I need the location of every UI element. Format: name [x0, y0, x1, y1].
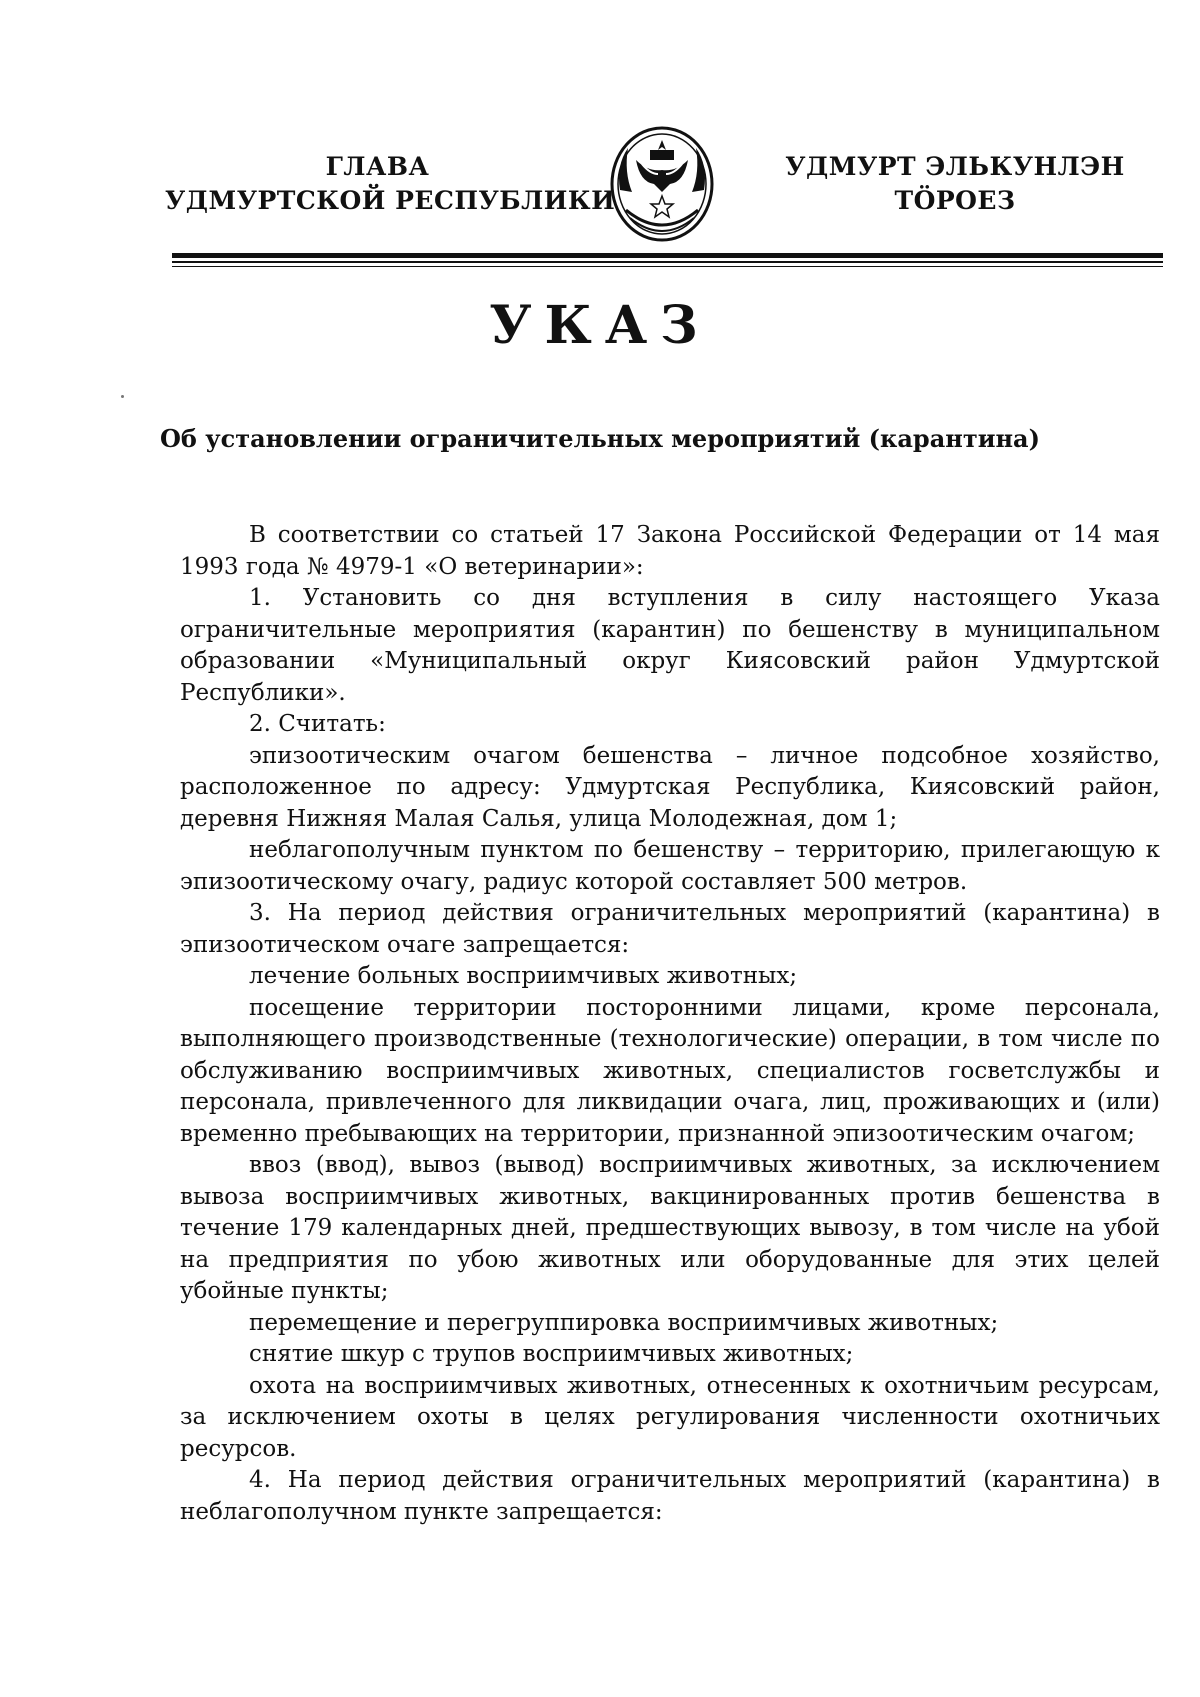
- paragraph-item-4: 4. На период действия ограничительных мероприятий (карантина) в неблагополучном пункте запрещается:: [180, 1467, 1160, 1525]
- header-left: [165, 150, 616, 218]
- paragraph-item-3-b: посещение территории посторонними лицами, кроме персонала, выполняющего производственные (технологические) операции, в том числе по обслуживанию восприимчивых животных, специалистов госветслужбы и персонала, привлеченного для ликвидации очага, лиц, проживающих и (или) временно пребывающих на территории, признанной эпизоотическим очагом;: [180, 994, 1160, 1147]
- header-left-line2: УДМУРТСКОЙ РЕСПУБЛИКИ: [165, 186, 616, 215]
- paragraph-item-2: 2. Считать:: [249, 711, 386, 737]
- header-rule-medium: [172, 261, 1163, 263]
- paragraph-item-2-focus: эпизоотическим очагом бешенства – личное подсобное хозяйство, расположенное по адресу: Удмуртская Республика, Киясовский район, деревня Нижняя Малая Салья, улица Молодежная, дом 1;: [180, 742, 1160, 832]
- paragraph-item-3-d: перемещение и перегруппировка восприимчивых животных;: [249, 1309, 999, 1336]
- header-rule-thin: [172, 266, 1163, 267]
- paragraph-preamble: В соответствии со статьей 17 Закона Российской Федерации от 14 мая 1993 года № 4979-1 «О ветеринарии»:: [180, 522, 1160, 580]
- paragraph-item-3-c: ввоз (ввод), вывоз (вывод) восприимчивых животных, за исключением вывоза восприимчивых животных, вакцинированных против бешенства в течение 179 календарных дней, предшествующих вывозу, в том числе на убой на предприятия по убою животных или оборудованные для этих целей убойные пункты;: [180, 1152, 1160, 1304]
- header-right: [770, 150, 1140, 218]
- header-right-line2: ТӦРОЕЗ: [894, 186, 1016, 215]
- coat-of-arms-icon: [606, 120, 718, 245]
- paragraph-item-3-a: лечение больных восприимчивых животных;: [249, 963, 798, 989]
- header-left-line1: ГЛАВА: [325, 152, 430, 181]
- document-body: [180, 520, 1160, 1528]
- header-rule-thick: [172, 253, 1163, 258]
- scan-speck: [121, 395, 124, 398]
- header-right-line1: УДМУРТ ЭЛЬКУНЛЭН: [785, 152, 1125, 181]
- document-subject: Об установлении ограничительных мероприятий (карантина): [160, 424, 1040, 453]
- document-title: УКАЗ: [489, 295, 711, 356]
- paragraph-item-3: 3. На период действия ограничительных мероприятий (карантина) в эпизоотическом очаге запрещается:: [180, 900, 1160, 958]
- paragraph-item-3-f: охота на восприимчивых животных, отнесенных к охотничьим ресурсам, за исключением охоты в целях регулирования численности охотничьих ресурсов.: [180, 1372, 1160, 1462]
- paragraph-item-1: 1. Установить со дня вступления в силу настоящего Указа ограничительные мероприятия (карантин) по бешенству в муниципальном образовании «Муниципальный округ Киясовский район Удмуртской Республики».: [180, 585, 1160, 706]
- paragraph-item-2-point: неблагополучным пунктом по бешенству – территорию, прилегающую к эпизоотическому очагу, радиус которой составляет 500 метров.: [180, 837, 1160, 895]
- paragraph-item-3-e: снятие шкур с трупов восприимчивых животных;: [249, 1341, 854, 1367]
